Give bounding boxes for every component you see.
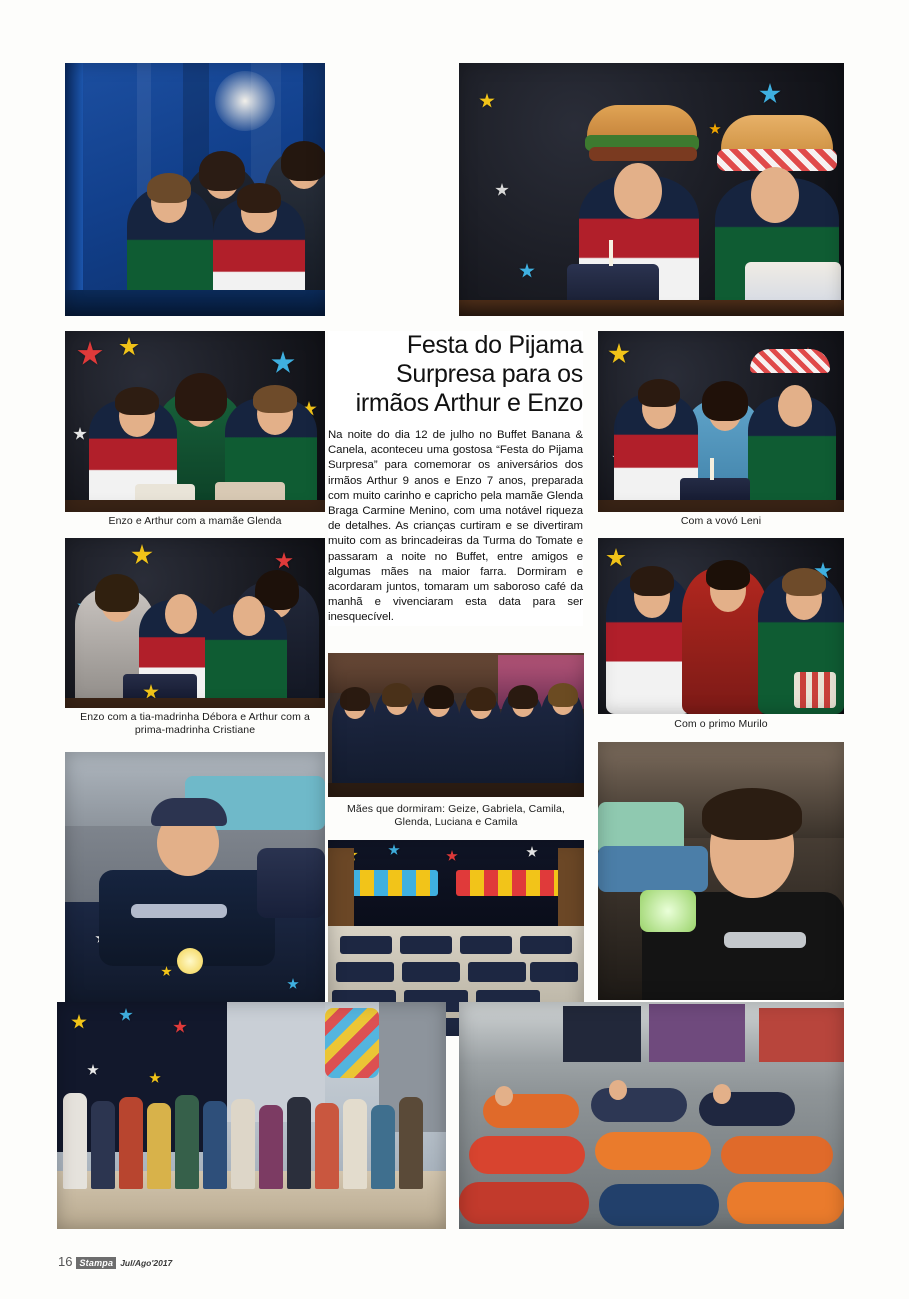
photo-godmothers [65,538,325,708]
caption-photo-with-mom: Enzo e Arthur com a mamãe Glenda [108,515,282,527]
caption-photo-godmothers: Enzo com a tia-madrinha Débora e Arthur com a prima-madrinha Cristiane [80,711,310,736]
photo-group [57,1002,446,1229]
photo-enzo-flashlight [598,742,844,1000]
photo-grandma [598,331,844,512]
photo-moms [328,653,584,797]
photo-cousin [598,538,844,714]
caption-photo-grandma: Com a vovó Leni [680,515,762,527]
issue-date: Jul/Ago'2017 [120,1258,173,1268]
photo-with-mom [65,331,325,512]
photo-burger-hats [459,63,844,316]
page-title: Festa do Pijama Surpresa para os irmãos Arthur e Enzo [355,331,583,417]
page-number: 16 [58,1254,73,1269]
photo-sleepover [459,1002,844,1229]
article-block [328,331,583,626]
caption-photo-cousin: Com o primo Murilo [674,718,768,730]
article-body: Na noite do dia 12 de julho no Buffet Banana & Canela, aconteceu uma gostosa “Festa do Pijama Surpresa” para comemorar os aniversários dos irmãos Arthur 9 anos e Enzo 7 anos, preparada com muito carinho e capricho pela mamãe Glenda Braga Carmine Menino, com uma notável riqueza de detalhes. As crianças curtiram e se divertiram muito com as brincadeiras da Turma do Tomate e passaram a noite no Buffet, entre amigos e algumas mães na maior farra. Dormiram e acordaram juntos, tomaram um saboroso café da manhã e vivenciaram esta data para ser inesquecível. [328,429,583,624]
photo-curtain-kids [65,63,325,316]
photo-arthur-sleeping [65,752,325,1009]
page-footer [58,1254,172,1269]
brand-logo: Stampa [76,1257,116,1269]
caption-photo-moms: Mães que dormiram: Geize, Gabriela, Camila, Glenda, Luciana e Camila [347,803,565,828]
